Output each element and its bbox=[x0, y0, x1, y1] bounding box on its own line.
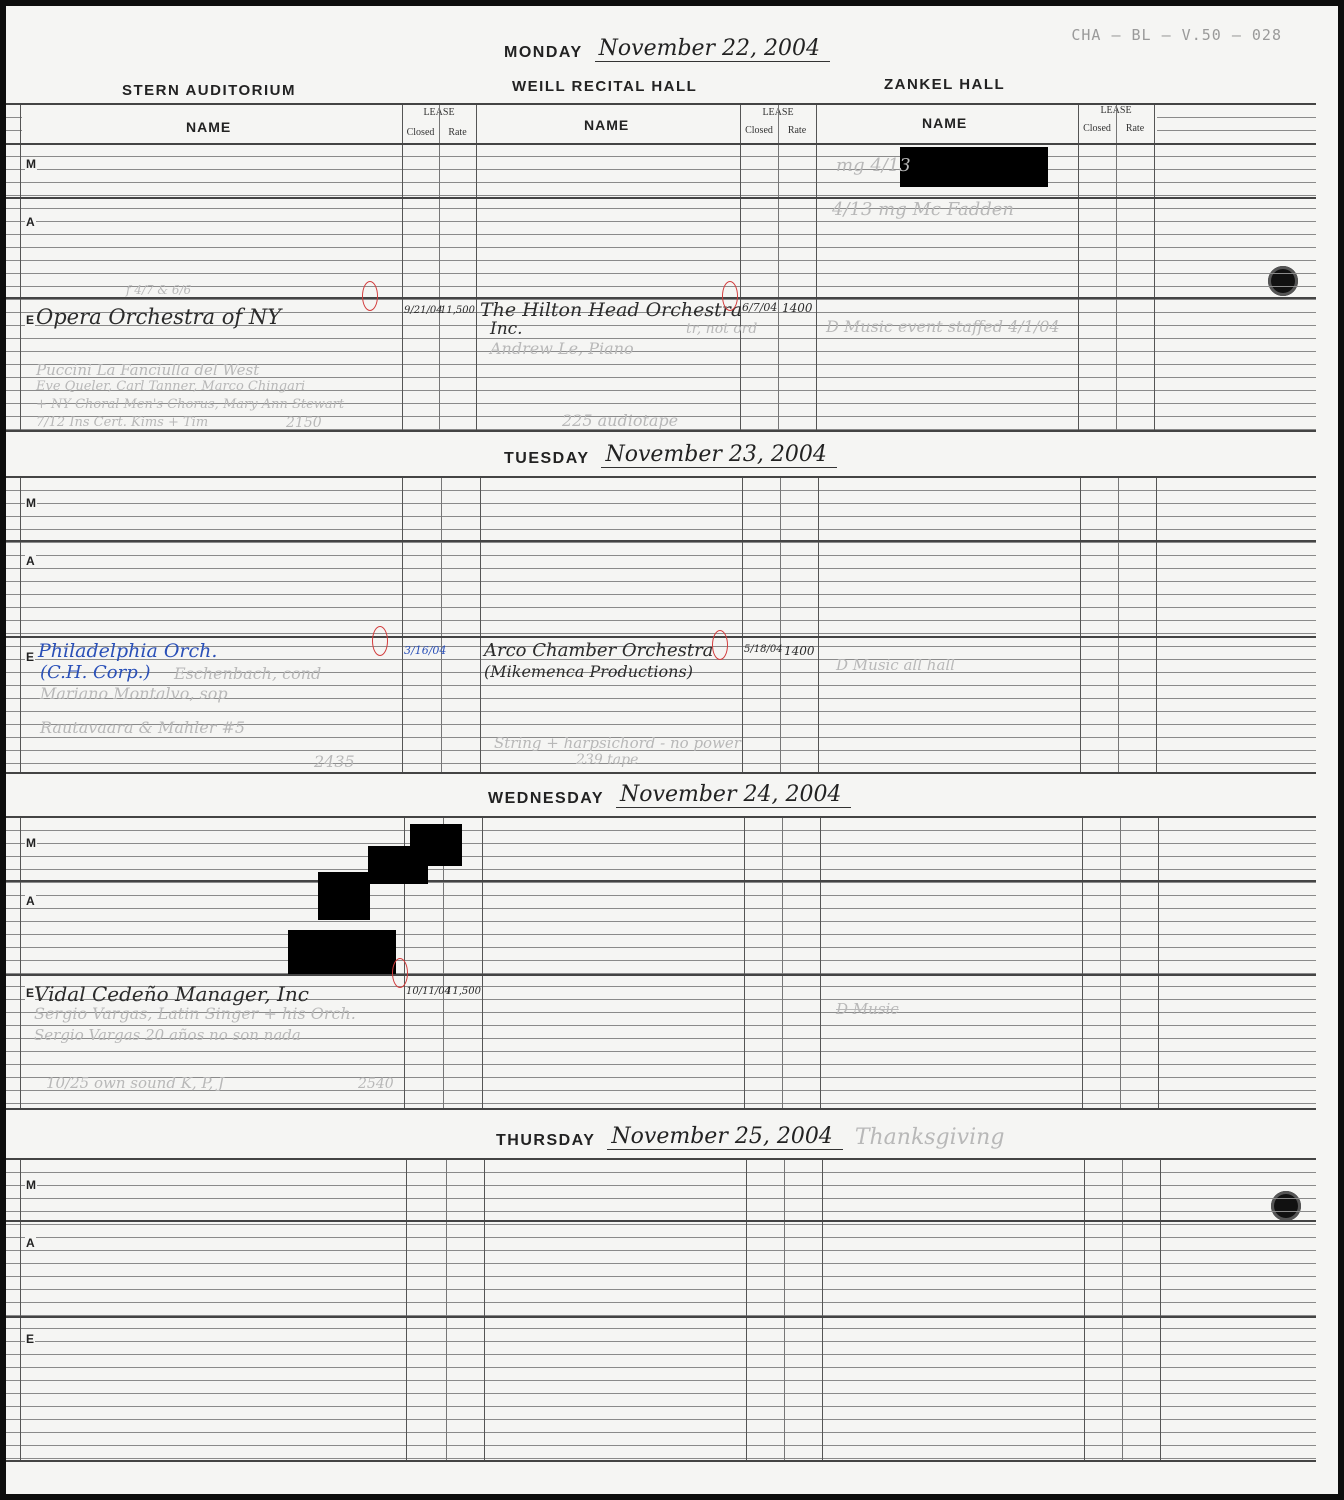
rate-header: Rate bbox=[787, 125, 807, 136]
check-mark-icon bbox=[712, 630, 728, 660]
zankel-evening-note: D Music bbox=[836, 1000, 899, 1018]
zankel-afternoon-note: 4/13 mg Mc Fadden bbox=[832, 199, 1014, 220]
stern-evening-event: Vidal Cedeño Manager, Inc bbox=[34, 982, 309, 1006]
redaction-bar bbox=[900, 147, 1048, 187]
check-mark-icon bbox=[372, 626, 388, 656]
stern-evening-note-3: Rautavaara & Mahler #5 bbox=[40, 718, 246, 737]
check-mark-icon bbox=[392, 958, 408, 988]
row-letter-morning: M bbox=[26, 1178, 36, 1192]
stern-evening-note-1: Sergio Vargas, Latin Singer + his Orch. bbox=[34, 1004, 356, 1023]
row-letter-morning: M bbox=[26, 496, 36, 510]
zankel-evening-note: D Music event staffed 4/1/04 bbox=[826, 317, 1060, 336]
day-date: November 24, 2004 bbox=[616, 782, 851, 808]
holiday-note: Thanksgiving bbox=[854, 1125, 1005, 1150]
day-grid-tuesday bbox=[6, 476, 1316, 774]
stern-evening-note-3: 10/25 own sound K, P, J bbox=[46, 1074, 225, 1092]
weill-evening-event-line2: Inc. bbox=[490, 319, 523, 339]
weill-evening-note: Andrew Le, Piano bbox=[490, 339, 634, 358]
stern-evening-note-2: Mariano Montalvo, sop bbox=[40, 684, 228, 703]
stern-evening-note-2: Eve Queler, Carl Tanner, Marco Chingari bbox=[36, 379, 306, 394]
stern-evening-count: 2150 bbox=[286, 415, 322, 431]
row-letter-evening: E bbox=[26, 1332, 35, 1346]
day-title-tuesday bbox=[504, 442, 837, 468]
stern-evening-closed: 9/21/04 bbox=[404, 305, 443, 316]
weill-evening-event-line2: (Mikemenca Productions) bbox=[484, 662, 693, 681]
weill-evening-rate: 1400 bbox=[782, 301, 813, 315]
weill-evening-count: 239 tape bbox=[576, 752, 639, 768]
weill-evening-count: 225 audiotape bbox=[562, 411, 679, 430]
row-letter-evening: E bbox=[26, 313, 35, 327]
check-mark-icon bbox=[362, 281, 378, 311]
ledger-page bbox=[6, 6, 1338, 1494]
day-grid-thursday bbox=[6, 1158, 1316, 1462]
stern-evening-count: 2540 bbox=[358, 1076, 394, 1092]
weill-evening-note: String + harpsichord - no power bbox=[494, 734, 741, 752]
rate-header: Rate bbox=[1125, 123, 1145, 134]
weill-evening-event: Arco Chamber Orchestra bbox=[484, 640, 714, 661]
name-header: NAME bbox=[922, 115, 968, 131]
day-title-monday bbox=[504, 36, 830, 62]
row-letter-morning: M bbox=[26, 157, 36, 171]
weill-evening-rate: 1400 bbox=[784, 644, 815, 658]
weill-evening-extra: tr, not ord bbox=[686, 321, 758, 337]
stern-evening-pre-note: f 4/7 & 6/6 bbox=[126, 283, 192, 297]
day-date: November 25, 2004 bbox=[607, 1124, 842, 1150]
day-grid-wednesday bbox=[6, 816, 1316, 1110]
stern-evening-count: 2435 bbox=[314, 752, 355, 771]
weill-evening-closed: 5/18/04 bbox=[744, 644, 783, 655]
day-title-thursday bbox=[496, 1124, 1004, 1150]
weill-evening-closed: 6/7/04 bbox=[742, 301, 778, 314]
row-letter-morning: M bbox=[26, 836, 36, 850]
redaction-bar bbox=[368, 846, 428, 884]
row-letter-evening: E bbox=[26, 650, 35, 664]
redaction-bar bbox=[288, 930, 396, 974]
row-letter-afternoon: A bbox=[26, 554, 35, 568]
stern-evening-extra: Eschenbach, cond bbox=[174, 664, 322, 683]
stern-evening-event-line2: (C.H. Corp.) bbox=[40, 662, 151, 683]
zankel-morning-note: mg 4/13 bbox=[836, 155, 911, 176]
stern-evening-note-1: Puccini La Fanciulla del West bbox=[36, 361, 260, 379]
stern-evening-event: Opera Orchestra of NY bbox=[36, 305, 282, 329]
hall-weill: WEILL RECITAL HALL bbox=[512, 78, 698, 95]
day-name: WEDNESDAY bbox=[488, 790, 605, 807]
stern-evening-event: Philadelphia Orch. bbox=[38, 640, 218, 662]
row-letter-evening: E bbox=[26, 986, 35, 1000]
name-header: NAME bbox=[186, 119, 232, 135]
stern-evening-rate: 11,500 bbox=[440, 305, 475, 316]
hall-stern: STERN AUDITORIUM bbox=[122, 82, 296, 99]
stern-evening-closed: 10/11/04 bbox=[406, 986, 451, 997]
day-name: MONDAY bbox=[504, 44, 583, 61]
stern-evening-note-3: + NY Choral Men's Chorus, Mary Ann Stewart bbox=[36, 397, 345, 412]
day-name: TUESDAY bbox=[504, 450, 590, 467]
weill-evening-event: The Hilton Head Orchestra bbox=[480, 299, 743, 321]
zankel-evening-note: D Music all hall bbox=[836, 656, 955, 674]
redaction-bar bbox=[318, 872, 370, 920]
closed-header: Closed bbox=[745, 125, 773, 136]
day-grid-monday bbox=[6, 103, 1316, 432]
row-letter-afternoon: A bbox=[26, 1236, 35, 1250]
hall-zankel: ZANKEL HALL bbox=[884, 76, 1006, 93]
day-date: November 22, 2004 bbox=[595, 36, 830, 62]
day-date: November 23, 2004 bbox=[601, 442, 836, 468]
row-letter-afternoon: A bbox=[26, 894, 35, 908]
rate-header: Rate bbox=[448, 127, 467, 138]
lease-header: LEASE bbox=[762, 107, 794, 118]
stern-evening-note-4: 7/12 Ins Cert. Kims + Tim bbox=[36, 415, 209, 430]
closed-header: Closed bbox=[1083, 123, 1111, 134]
stern-evening-closed: 3/16/04 bbox=[404, 644, 447, 657]
day-title-wednesday bbox=[488, 782, 851, 808]
stern-evening-rate: 11,500 bbox=[446, 986, 481, 997]
stern-evening-note-2: Sergio Vargas 20 años no son nada bbox=[34, 1026, 301, 1044]
closed-header: Closed bbox=[406, 127, 435, 138]
lease-header: LEASE bbox=[423, 107, 455, 118]
lease-header: LEASE bbox=[1100, 105, 1132, 116]
check-mark-icon bbox=[722, 281, 738, 311]
day-name: THURSDAY bbox=[496, 1132, 596, 1149]
reference-number: CHA — BL — V.50 — 028 bbox=[1071, 26, 1282, 44]
name-header: NAME bbox=[584, 117, 630, 133]
row-letter-afternoon: A bbox=[26, 215, 35, 229]
